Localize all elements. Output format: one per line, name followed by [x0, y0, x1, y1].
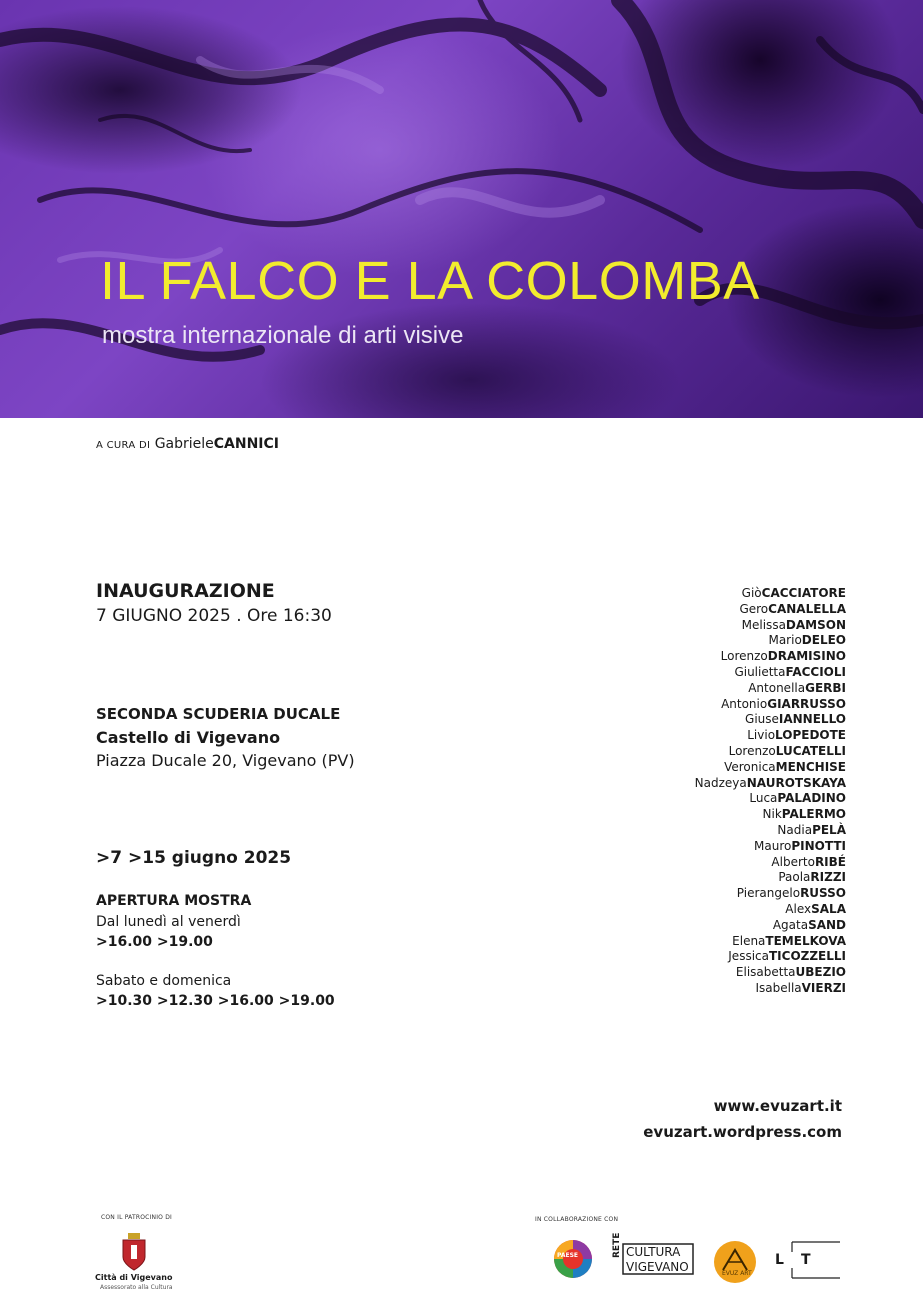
curator-last-name: CANNICI — [213, 436, 280, 452]
rete-line-2: VIGEVANO — [626, 1260, 689, 1274]
weekend-hours: >10.30 >12.30 >16.00 >19.00 — [96, 993, 335, 1009]
artist-item: AlexSALA — [785, 901, 846, 916]
artist-item: PierangeloRUSSO — [736, 886, 846, 901]
curator-first-name: Gabriele — [154, 436, 214, 452]
artist-item: NadzeyaNAUROTSKAYA — [694, 775, 846, 790]
inauguration-date: 7 GIUGNO 2025 . Ore 16:30 — [96, 606, 332, 626]
artist-item: MelissaDAMSON — [741, 617, 846, 632]
city-department: Assessorato alla Cultura — [100, 1284, 173, 1291]
exhibition-subtitle: mostra internazionale di arti visive — [102, 322, 464, 349]
artist-list — [695, 586, 846, 997]
curator-line — [96, 436, 279, 452]
artist-item: AntonellaGERBI — [748, 680, 846, 695]
artist-item: MarioDELEO — [768, 633, 846, 648]
paese-logo-icon — [550, 1238, 596, 1280]
artist-item: NadiaPELÀ — [777, 822, 846, 837]
hero-banner — [0, 0, 923, 418]
artist-item: VeronicaMENCHISE — [724, 759, 846, 774]
website-link[interactable]: www.evuzart.it — [713, 1097, 842, 1115]
inauguration-heading: INAUGURAZIONE — [96, 580, 275, 602]
evuz-art-logo-icon — [713, 1240, 757, 1284]
artist-item: AlbertoRIBÉ — [771, 854, 846, 869]
artist-item: ElenaTEMELKOVA — [732, 933, 846, 948]
weekdays-label: Dal lunedì al venerdì — [96, 914, 241, 930]
city-name: Città di Vigevano — [95, 1273, 173, 1282]
artist-item: LucaPALADINO — [749, 791, 846, 806]
ink-smoke-background — [0, 0, 923, 418]
evuz-art-text: EVUZ ART — [722, 1270, 752, 1277]
artist-item: LorenzoDRAMISINO — [720, 649, 846, 664]
collaboration-label: IN COLLABORAZIONE CON — [535, 1216, 619, 1223]
artist-item: MauroPINOTTI — [754, 838, 846, 853]
artist-item: IsabellaVIERZI — [755, 980, 846, 995]
venue-place: Castello di Vigevano — [96, 728, 281, 747]
exhibition-title: IL FALCO E LA COLOMBA — [100, 251, 760, 311]
artist-item: GiòCACCIATORE — [741, 586, 846, 600]
artist-item: AntonioGIARRUSSO — [721, 696, 846, 711]
lt-logo-right: T — [801, 1252, 811, 1268]
artist-item: LivioLOPEDOTE — [747, 728, 846, 743]
artist-item: LorenzoLUCATELLI — [728, 743, 846, 758]
curator-prefix: A CURA DI — [96, 440, 151, 451]
artist-item: ElisabettaUBEZIO — [735, 965, 846, 980]
artist-item: JessicaTICOZZELLI — [728, 949, 846, 964]
artist-item: PaolaRIZZI — [778, 870, 846, 885]
artist-item: GiuseIANNELLO — [745, 712, 846, 727]
city-crest-icon — [120, 1233, 148, 1271]
artist-item: AgataSAND — [772, 917, 846, 932]
lt-logo-left: L — [775, 1252, 784, 1268]
paese-logo-text: PAESE — [557, 1252, 579, 1259]
artist-item: GeroCANALELLA — [739, 601, 846, 616]
artist-item: GiuliettaFACCIOLI — [734, 664, 846, 679]
rete-line-1: CULTURA — [626, 1245, 681, 1259]
venue-address: Piazza Ducale 20, Vigevano (PV) — [96, 751, 355, 770]
weekdays-hours: >16.00 >19.00 — [96, 934, 213, 950]
blog-link[interactable]: evuzart.wordpress.com — [643, 1123, 842, 1141]
patronage-label: CON IL PATROCINIO DI — [101, 1214, 172, 1221]
rete-vertical-text: RETE — [612, 1232, 622, 1258]
venue-name: SECONDA SCUDERIA DUCALE — [96, 705, 341, 723]
weekend-label: Sabato e domenica — [96, 973, 232, 989]
opening-heading: APERTURA MOSTRA — [96, 893, 252, 909]
artist-item: NikPALERMO — [762, 807, 846, 822]
exhibition-date-range: >7 >15 giugno 2025 — [96, 848, 292, 868]
